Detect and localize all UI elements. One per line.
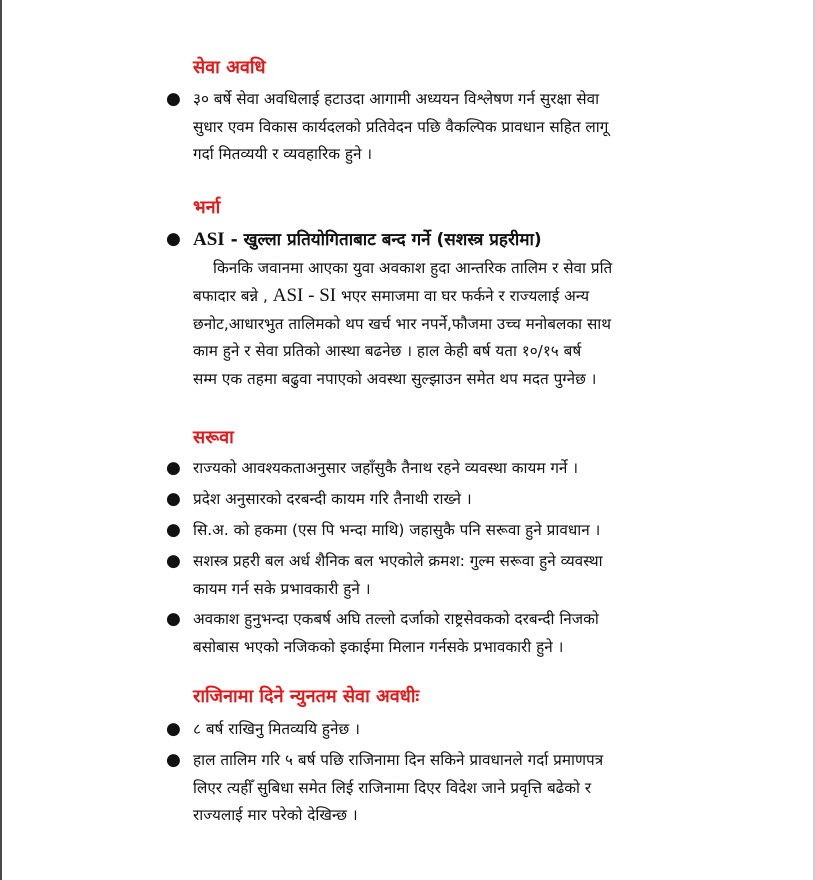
asi-si-label: ASI - SI (272, 285, 337, 306)
text-line: सि.अ. को हकमा (एस पि भन्दा माथि) जहासुकै पनि सरूवा हुने प्रावधान । (193, 521, 601, 539)
bullet-icon: ● (166, 551, 181, 571)
text-line: राज्यलाई मार परेको देखिन्छ । (193, 806, 358, 824)
text-line: राज्यको आवश्यकताअनुसार जहाँसुकै तैनाथ रहने व्यवस्था कायम गर्ने । (193, 459, 579, 477)
text-line: बसोबास भएको नजिकको इकाईमा मिलान गर्नसके प्रभावकारी हुने । (193, 637, 564, 656)
text-line: ८ बर्ष राखिनु मितव्ययि हुनेछ । (193, 720, 360, 738)
seva-avadhi-item-1 (193, 86, 738, 169)
bullet-icon: ● (166, 489, 181, 509)
saruwa-item-5 (193, 606, 738, 661)
bharna-item-1 (193, 226, 738, 393)
heading-rajinama: राजिनामा दिने न्युनतम सेवा अवधीः (193, 686, 420, 707)
bullet-icon: ● (166, 229, 181, 249)
text-line: गर्दा मितव्ययी र व्यवहारिक हुने । (193, 145, 373, 163)
heading-bharna: भर्ना (193, 197, 221, 218)
text-line: ३० बर्षे सेवा अवधिलाई हटाउदा आगामी अध्ययन विश्लेषण गर्न सुरक्षा सेवा (193, 90, 600, 108)
heading-seva-avadhi: सेवा अवधि (193, 57, 266, 78)
text-line (193, 282, 738, 311)
bharna-subtitle-text: - खुल्ला प्रतियोगिताबाट बन्द गर्ने (सशस्त्र प्रहरीमा) (224, 230, 542, 250)
text-line: काम हुने र सेवा प्रतिको आस्था बढनेछ । हाल केही बर्ष यता १०/१५ बर्ष (193, 342, 582, 360)
text-line: सशस्त्र प्रहरी बल अर्ध शैनिक बल भएकोले क्रमश: गुल्म सरूवा हुने व्यवस्था (193, 552, 603, 570)
bharna-subtitle (193, 226, 738, 255)
bullet-icon: ● (166, 719, 181, 739)
text-line: छनोट,आधारभुत तालिमको थप खर्च भार नपर्ने,फौजमा उच्च मनोबलका साथ (193, 314, 612, 333)
text-line: सम्म एक तहमा बढुवा नपाएको अवस्था सुल्झाउन समेत थप मदत पुग्नेछ । (193, 369, 597, 388)
bullet-icon: ● (166, 750, 181, 770)
saruwa-item-1 (193, 455, 738, 483)
text-line: प्रदेश अनुसारको दरबन्दी कायम गरि तैनाथी राख्ने । (193, 490, 472, 508)
page-left-border (0, 0, 2, 880)
heading-saruwa: सरूवा (193, 427, 234, 448)
rajinama-item-2 (193, 747, 738, 830)
text-line: कायम गर्न सके प्रभावकारी हुने । (193, 579, 371, 598)
bullet-icon: ● (166, 458, 181, 478)
rajinama-item-1 (193, 716, 738, 744)
saruwa-item-4 (193, 548, 738, 603)
text-span: भएर समाजमा वा घर फर्कने र राज्यलाई अन्य (336, 287, 590, 305)
text-line: सुधार एवम विकास कार्यदलको प्रतिवेदन पछि वैकल्पिक प्रावधान सहित लागू (193, 117, 609, 136)
asi-label: ASI (193, 229, 225, 250)
text-line: लिएर त्यहीँ सुबिधा समेत लिई राजिनामा दिएर विदेश जाने प्रवृत्ति बढेको र (193, 778, 592, 797)
text-line: किनकि जवानमा आएका युवा अवकाश हुदा आन्तरिक तालिम र सेवा प्रति (213, 258, 613, 277)
bullet-icon: ● (166, 520, 181, 540)
bullet-icon: ● (166, 89, 181, 109)
text-line: अवकाश हुनुभन्दा एकबर्ष अघि तल्लो दर्जाको राष्ट्रसेवकको दरबन्दी निजको (193, 610, 599, 628)
saruwa-item-2 (193, 486, 738, 514)
saruwa-item-3 (193, 517, 738, 545)
text-span: बफादार बन्ने , (193, 287, 273, 305)
text-line: हाल तालिम गरि ५ बर्ष पछि राजिनामा दिन सकिने प्रावधानले गर्दा प्रमाणपत्र (193, 751, 604, 769)
bullet-icon: ● (166, 609, 181, 629)
